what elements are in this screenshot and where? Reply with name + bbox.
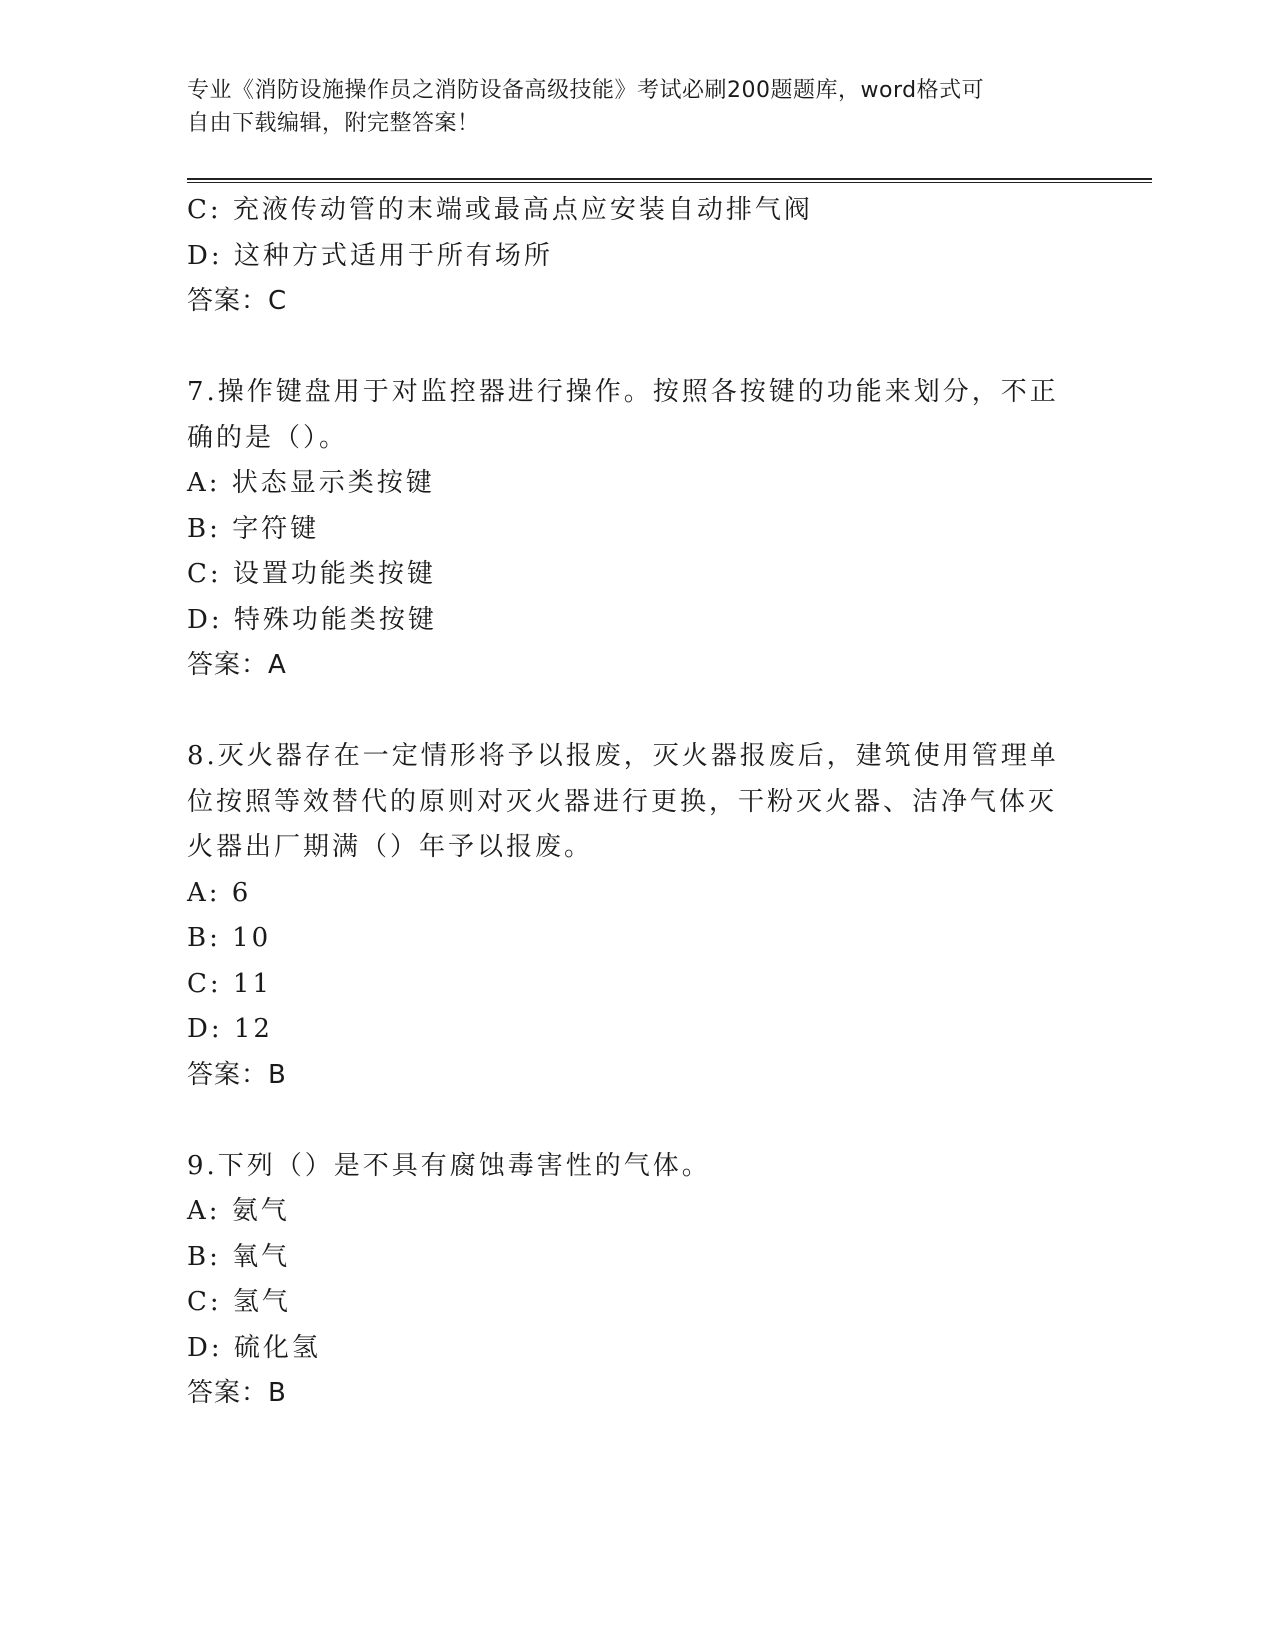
question-8	[187, 734, 1087, 1098]
question-6-continued	[187, 188, 1087, 325]
question-stem: 位按照等效替代的原则对灭火器进行更换，干粉灭火器、洁净气体灭	[187, 786, 1058, 817]
answer-line: 答案：C	[187, 286, 288, 316]
option-b: B: 字符键	[187, 513, 320, 544]
document-body	[187, 188, 1087, 1417]
question-7	[187, 370, 1087, 689]
header-divider	[187, 178, 1152, 183]
question-9	[187, 1144, 1087, 1417]
option-c: C: 11	[187, 968, 273, 999]
spacer	[187, 1098, 1087, 1144]
option-a: A: 状态显示类按键	[187, 468, 435, 498]
option-d: D: 这种方式适用于所有场所	[187, 240, 553, 271]
option-b: B: 氧气	[187, 1241, 291, 1272]
question-stem: 9.下列（）是不具有腐蚀毒害性的气体。	[187, 1150, 711, 1181]
document-header	[187, 74, 1087, 140]
question-stem: 8.灭火器存在一定情形将予以报废，灭火器报废后，建筑使用管理单	[187, 741, 1059, 771]
answer-line: 答案：B	[187, 1059, 287, 1090]
header-line-2: 自由下载编辑，附完整答案！	[187, 111, 480, 136]
question-stem: 火器出厂期满（）年予以报废。	[187, 832, 594, 862]
answer-line: 答案：A	[187, 650, 287, 680]
option-c: C: 充液传动管的末端或最高点应安装自动排气阀	[187, 195, 813, 225]
spacer	[187, 689, 1087, 735]
header-line-1: 专业《消防设施操作员之消防设备高级技能》考试必刷200题题库，word格式可	[187, 78, 985, 103]
option-c: C: 设置功能类按键	[187, 559, 436, 589]
option-d: D: 硫化氢	[187, 1332, 321, 1363]
option-a: A: 6	[187, 877, 252, 908]
option-b: B: 10	[187, 923, 272, 953]
option-c: C: 氢气	[187, 1287, 291, 1317]
spacer	[187, 325, 1087, 371]
question-stem: 7.操作键盘用于对监控器进行操作。按照各按键的功能来划分，不正	[187, 377, 1059, 407]
option-a: A: 氨气	[187, 1196, 290, 1226]
option-d: D: 特殊功能类按键	[187, 604, 437, 635]
question-stem: 确的是（）。	[187, 422, 349, 453]
answer-line: 答案：B	[187, 1378, 287, 1408]
option-d: D: 12	[187, 1014, 273, 1044]
